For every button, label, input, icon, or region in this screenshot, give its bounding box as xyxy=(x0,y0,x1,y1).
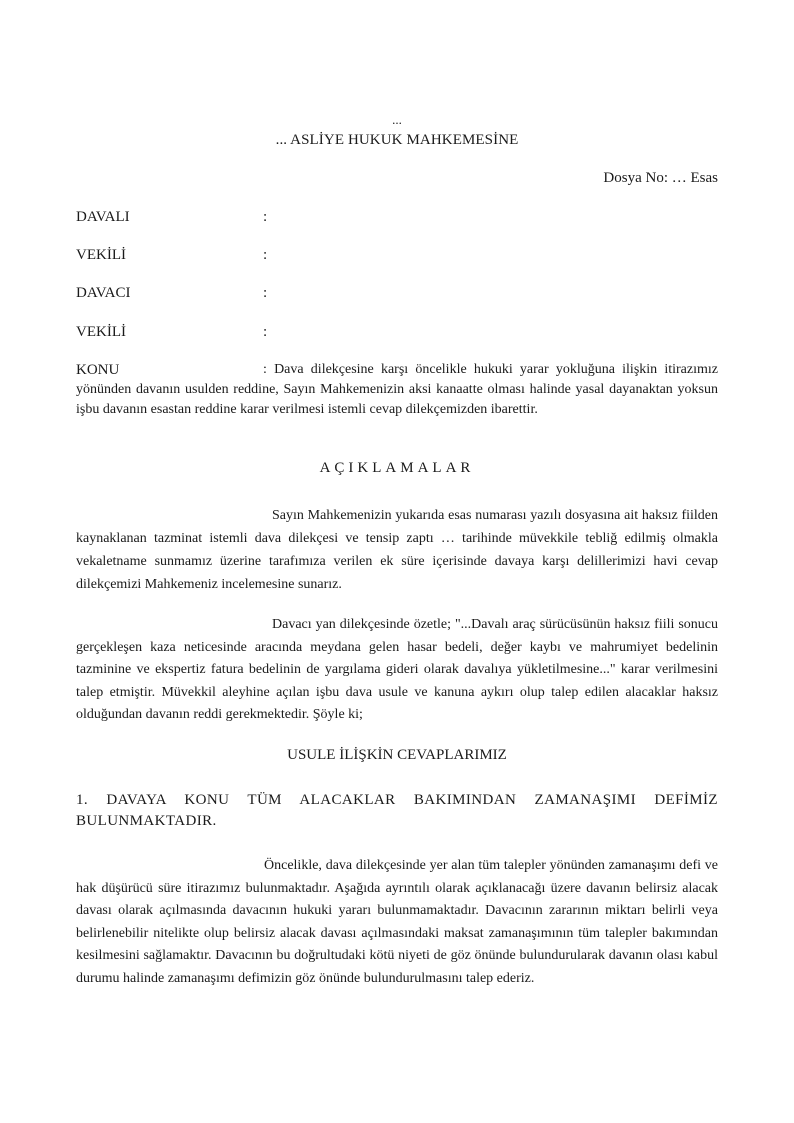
aciklamalar-heading: AÇIKLAMALAR xyxy=(319,460,475,476)
paragraph-zamanasimi: Öncelikle, dava dilekçesinde yer alan tüm talepler yönünden zamanaşımı defi ve hak düşürücü süre itirazımız bulunmaktadır. Aşağıda ayrıntılı olarak açıklanacağı üzere davanın belirsiz alacak davası olarak açılmasında davacının hukuki yararı bulunmamaktadır. Davacının zararının miktarı belirli veya belirlenebilir nitelikte olup belirsiz alacak davası açılmasındaki maksat zamanaşımının tüm talepler bakımından kesilmesini sağlamaktır. Davacının bu doğrultudaki kötü niyeti de göz önünde bulundurularak davanın olası kabul durumu halinde zamanaşımı defimizin göz önünde bulundurulmasını talep ederiz. xyxy=(76,858,718,986)
party-label-vekili: VEKİLİ xyxy=(76,247,126,263)
party-label-davaci: DAVACI xyxy=(76,285,131,301)
party-colon: : xyxy=(263,285,268,301)
konu-label: KONU xyxy=(76,362,120,378)
paragraph-intro: Sayın Mahkemenizin yukarıda esas numarası yazılı dosyasına ait haksız fiilden kaynaklanan tazminat istemli dava dilekçesi ve tensip zaptı … tarihinde müvekkile tebliğ edilmiş olmakla vekaletname sunmamız üzerine tarafımıza verilen ek süre içerisinde davaya karşı delillerimizi havi cevap dilekçemizi Mahkemeniz incelemesine sunarız. xyxy=(76,508,718,592)
party-colon: : xyxy=(263,209,268,225)
party-colon: : xyxy=(263,324,268,340)
party-label-davali: DAVALI xyxy=(76,209,130,225)
konu-section xyxy=(76,360,718,420)
party-colon: : xyxy=(263,247,268,263)
file-number: Dosya No: … Esas xyxy=(603,170,718,186)
party-label-vekili-2: VEKİLİ xyxy=(76,324,126,340)
numbered-heading-1: 1. DAVAYA KONU TÜM ALACAKLAR BAKIMINDAN ZAMANAŞIMI DEFİMİZ BULUNMAKTADIR. xyxy=(76,792,718,829)
paragraph-davaci-summary: Davacı yan dilekçesinde özetle; "...Davalı araç sürücüsünün haksız fiili sonucu gerçekleşen kaza neticesinde aracında meydana gelen hasar bedeli, değer kaybı ve mahrumiyet bedelinin tazminine ve ekspertiz fatura bedelinin de yargılama gideri olarak davalıya yükletilmesine..." karar verilmesini talep etmiştir. Müvekkil aleyhine açılan işbu dava usule ve kanuna aykırı olup talep edilen alacaklar haksız olduğundan davanın reddi gerekmektedir. Şöyle ki; xyxy=(76,617,718,722)
court-title: ... ASLİYE HUKUK MAHKEMESİNE xyxy=(275,132,519,148)
usule-heading: USULE İLİŞKİN CEVAPLARIMIZ xyxy=(287,747,507,763)
konu-text: : Dava dilekçesine karşı öncelikle hukuki yarar yokluğuna ilişkin itirazımız yönünden davanın usulden reddine, Sayın Mahkemenizin aksi kanaatte olması halinde yasal dayanaktan yoksun işbu davanın esastan reddine karar verilmesi istemli cevap dilekçemizden ibarettir. xyxy=(76,362,718,417)
header-dots: ... xyxy=(392,112,402,127)
